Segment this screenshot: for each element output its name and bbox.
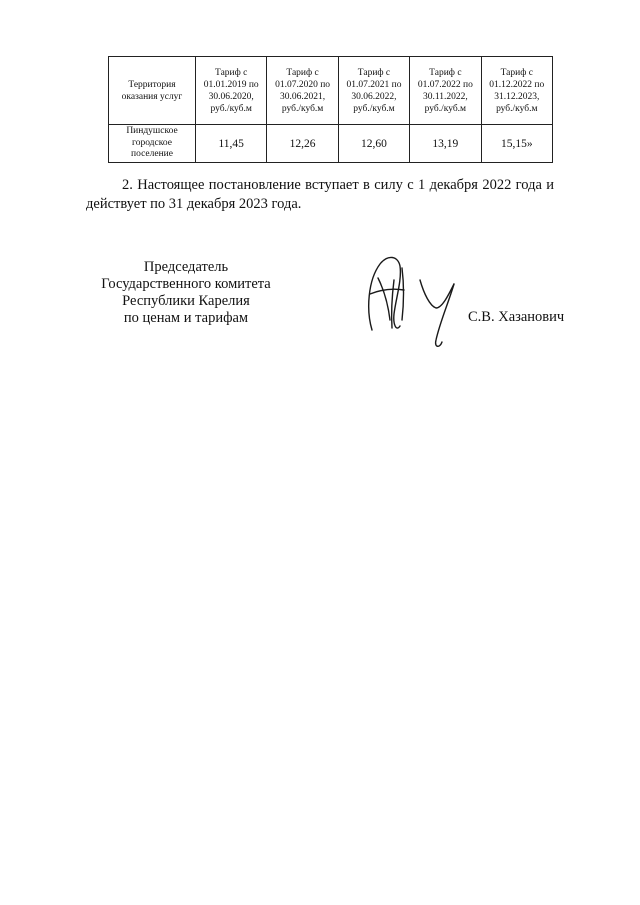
header-line: 01.07.2021 по bbox=[346, 79, 402, 90]
header-line: 30.06.2021, bbox=[280, 91, 326, 102]
header-line: 01.01.2019 по bbox=[203, 79, 259, 90]
header-line: Тариф с bbox=[357, 67, 391, 78]
header-line: руб./куб.м bbox=[353, 103, 395, 114]
territory-line: Пиндушское bbox=[126, 126, 178, 137]
header-line: 30.06.2022, bbox=[351, 91, 397, 102]
effective-date-paragraph bbox=[86, 176, 554, 214]
signer-name: С.В. Хазанович bbox=[468, 309, 565, 325]
paragraph-line: 2. Настоящее постановление вступает в силу с 1 декабря 2022 года и bbox=[122, 177, 554, 193]
position-line: Председатель bbox=[143, 259, 229, 275]
territory-line: поселение bbox=[131, 149, 173, 160]
position-line: Государственного комитета bbox=[101, 276, 271, 292]
tariff-value-cell: 15,15» bbox=[481, 125, 552, 163]
territory-line: городское bbox=[132, 137, 172, 148]
header-line: руб./куб.м bbox=[281, 103, 324, 114]
table-header-row bbox=[109, 57, 553, 125]
header-line: 30.11.2022, bbox=[422, 91, 468, 102]
header-line: 01.12.2022 по bbox=[489, 79, 545, 90]
tariff-table bbox=[108, 56, 553, 163]
table-row bbox=[109, 125, 553, 163]
header-tariff-2020 bbox=[267, 57, 338, 125]
header-line: 30.06.2020, bbox=[208, 91, 254, 102]
header-line: 31.12.2023, bbox=[494, 91, 540, 102]
header-line: руб./куб.м bbox=[496, 103, 538, 114]
header-line: руб./куб.м bbox=[210, 103, 252, 114]
header-line: Тариф с bbox=[215, 67, 248, 78]
handwritten-signature bbox=[358, 250, 468, 350]
header-line: 01.07.2020 по bbox=[275, 79, 331, 90]
tariff-value-cell: 12,60 bbox=[338, 125, 409, 163]
position-line: по ценам и тарифам bbox=[123, 310, 249, 326]
header-tariff-2021 bbox=[338, 57, 409, 125]
header-tariff-2019 bbox=[196, 57, 267, 125]
header-territory-line: Территория bbox=[128, 79, 176, 90]
position-line: Республики Карелия bbox=[122, 293, 250, 309]
header-line: 01.07.2022 по bbox=[417, 79, 473, 90]
header-line: Тариф с bbox=[286, 67, 319, 78]
paragraph-line: действует по 31 декабря 2023 года. bbox=[86, 196, 302, 212]
territory-cell bbox=[109, 125, 196, 163]
header-tariff-2022-jul bbox=[410, 57, 481, 125]
tariff-value-cell: 12,26 bbox=[267, 125, 338, 163]
header-territory-line: оказания услуг bbox=[121, 91, 183, 102]
tariff-value-cell: 13,19 bbox=[410, 125, 481, 163]
signatory-position bbox=[88, 259, 284, 327]
tariff-value-cell: 11,45 bbox=[196, 125, 267, 163]
header-territory bbox=[109, 57, 196, 125]
header-line: руб./куб.м bbox=[424, 103, 467, 114]
header-line: Тариф с bbox=[429, 67, 462, 78]
header-line: Тариф с bbox=[500, 67, 533, 78]
header-tariff-2022-dec bbox=[481, 57, 552, 125]
